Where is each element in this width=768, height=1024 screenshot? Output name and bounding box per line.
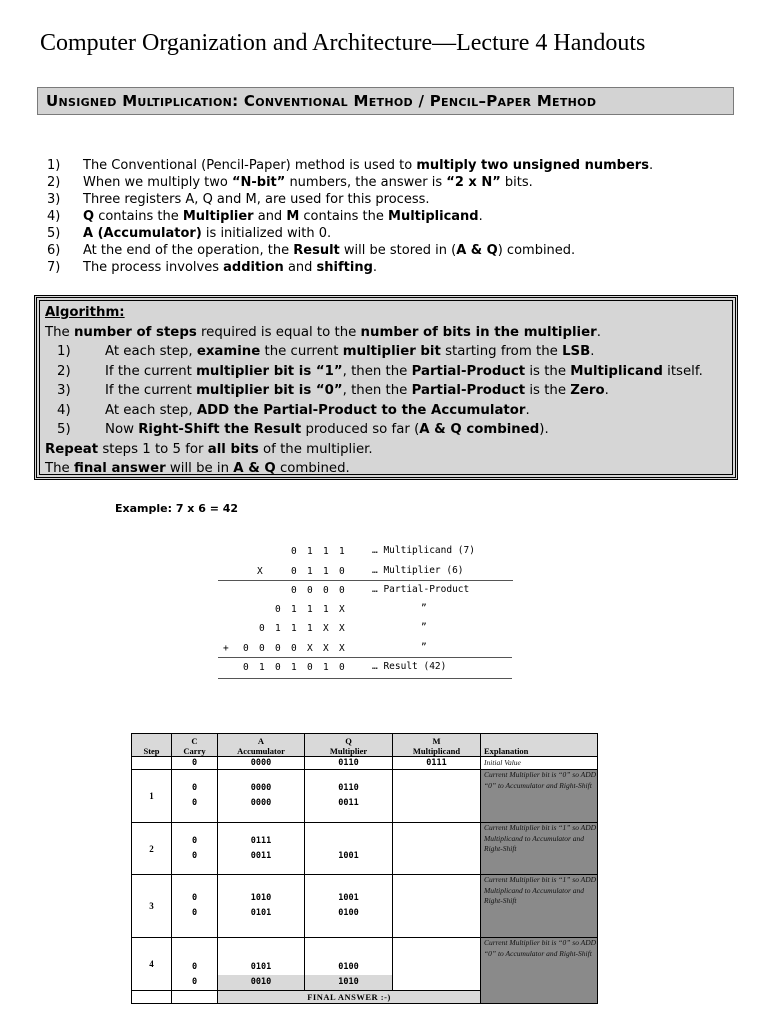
table-row <box>132 770 598 823</box>
algorithm-heading: Algorithm: <box>45 305 125 320</box>
table-cell-q <box>305 875 393 938</box>
example-digit: 0 <box>275 643 281 654</box>
cell-value: 0100 <box>338 962 359 972</box>
text-run: all bits <box>207 441 259 457</box>
step-text <box>105 362 703 382</box>
table-cell-c <box>172 875 218 938</box>
example-digit: 1 <box>275 623 281 634</box>
table-cell: 0 <box>172 757 218 770</box>
text-run: . <box>478 209 483 224</box>
example-digit: 0 <box>259 623 265 634</box>
cell-stack <box>218 960 304 990</box>
table-row <box>132 823 598 875</box>
table-cell <box>172 991 218 1004</box>
header-bottom: Multiplicand <box>412 746 461 756</box>
example-digit: 1 <box>259 662 265 673</box>
column-header-carry <box>172 734 218 757</box>
example-digit: X <box>339 623 345 634</box>
example-note: ” <box>421 622 427 633</box>
example-note: … Partial-Product <box>372 584 470 595</box>
column-header-multiplier <box>305 734 393 757</box>
header-bottom: Multiplier <box>329 746 368 756</box>
example-digit: 0 <box>339 662 345 673</box>
cell-stack <box>218 834 304 864</box>
text-run: “N-bit” <box>231 175 286 190</box>
text-run: When we multiply two <box>83 175 232 190</box>
example-note: ” <box>421 642 427 653</box>
column-header-accumulator <box>218 734 305 757</box>
header-bottom: Carry <box>183 746 206 756</box>
table-cell-q <box>305 770 393 823</box>
list-number: 7) <box>47 260 61 275</box>
list-item <box>47 242 653 259</box>
text-run: Now <box>105 422 139 437</box>
text-run: If the current <box>105 383 197 398</box>
example-digit: 0 <box>307 585 313 596</box>
text-run: ) combined. <box>497 243 576 258</box>
algorithm-step <box>45 362 703 382</box>
text-run: ADD the Partial-Product to the Accumulator <box>196 402 526 418</box>
header-top: Q <box>345 736 352 746</box>
text-run: itself. <box>662 363 703 379</box>
example-note: … Result (42) <box>372 661 447 672</box>
text-run: “2 x N” <box>446 175 501 190</box>
cell-value: 0101 <box>250 908 272 918</box>
cell-stack <box>172 891 217 921</box>
example-digit: X <box>339 604 345 615</box>
cell-value: 0 <box>191 962 198 972</box>
algorithm-repeat <box>45 440 703 460</box>
algorithm-content <box>45 303 703 479</box>
example-digit: 1 <box>323 546 329 557</box>
text-run: A (Accumulator) <box>83 226 202 241</box>
text-run: produced so far ( <box>301 422 420 437</box>
example-digit: 0 <box>291 585 297 596</box>
list-number: 3) <box>47 192 61 207</box>
explanation-cell: Current Multiplier bit is “1” so ADD Multiplicand to Accumulator and Right-Shift <box>481 823 598 875</box>
cell-stack <box>218 781 304 811</box>
text-run: number of bits in the multiplier <box>360 324 597 340</box>
cell-value: 0010 <box>218 975 304 990</box>
example-digit: 1 <box>323 566 329 577</box>
text-run: At the end of the operation, the <box>83 243 294 258</box>
final-answer-cell: FINAL ANSWER :-) <box>218 991 481 1004</box>
header-bottom: Accumulator <box>237 746 285 756</box>
table-cell-a <box>218 823 305 875</box>
list-item <box>47 259 653 276</box>
example-note: ” <box>421 603 427 614</box>
list-number: 6) <box>47 243 61 258</box>
text-run: Result <box>293 243 340 258</box>
text-run: contains the <box>299 209 389 224</box>
example-digit: 0 <box>339 585 345 596</box>
column-header-explanation <box>481 734 598 757</box>
example-rule <box>218 657 512 658</box>
section-header <box>37 87 734 115</box>
cell-value: 0011 <box>338 798 359 808</box>
table-cell: 0000 <box>218 757 305 770</box>
text-run: Q <box>83 209 95 224</box>
text-run: will be stored in ( <box>339 243 457 258</box>
text-run: Multiplicand <box>570 363 663 379</box>
text-run: number of steps <box>73 324 197 340</box>
text-run: examine <box>196 344 261 359</box>
cell-stack <box>305 834 392 864</box>
text-run: multiplier bit is “0” <box>196 383 343 398</box>
text-run: Multiplicand <box>388 209 479 224</box>
text-run: addition <box>223 260 284 275</box>
table-cell-m <box>393 938 481 991</box>
example-digit: 1 <box>323 604 329 615</box>
step-number: 2) <box>57 363 71 379</box>
text-run: At each step, <box>105 344 197 359</box>
step-number-cell: 3 <box>132 875 172 938</box>
text-run: bits. <box>500 175 533 190</box>
text-run: Zero <box>570 383 605 398</box>
cell-stack <box>172 960 217 990</box>
table-cell-m <box>393 823 481 875</box>
text-run: numbers, the answer is <box>285 175 447 190</box>
cell-stack <box>218 891 304 921</box>
cell-value <box>305 834 392 849</box>
example-digit: 0 <box>307 662 313 673</box>
cell-stack <box>172 781 217 811</box>
list-text <box>83 208 483 225</box>
header-bottom: Explanation <box>484 746 529 756</box>
list-text <box>83 174 533 191</box>
list-text <box>83 225 331 242</box>
example-digit: 0 <box>275 662 281 673</box>
list-number: 4) <box>47 209 61 224</box>
cell-value: 0101 <box>250 962 272 972</box>
table-cell-a <box>218 875 305 938</box>
text-run: , then the <box>342 383 412 398</box>
example-rule <box>218 580 512 581</box>
text-run: Partial-Product <box>411 383 526 398</box>
step-number: 5) <box>57 422 71 437</box>
text-run: At each step, <box>105 402 197 418</box>
example-operator: X <box>257 566 263 577</box>
example-digit: 0 <box>275 604 281 615</box>
step-text <box>105 420 549 440</box>
text-run: multiplier bit <box>342 344 441 359</box>
text-run: multiplier bit is “1” <box>196 363 343 379</box>
text-run: and <box>253 209 287 224</box>
text-run: the current <box>260 344 343 359</box>
cell-value: 0 <box>191 835 198 846</box>
list-text <box>83 259 377 276</box>
list-number: 1) <box>47 158 61 173</box>
example-rule <box>251 580 513 581</box>
text-run: Right-Shift the Result <box>138 422 302 437</box>
text-run: shifting <box>316 260 373 275</box>
text-run: If the current <box>105 363 197 379</box>
algorithm-final <box>45 459 703 479</box>
example-digit: X <box>323 643 329 654</box>
text-run: The process involves <box>83 260 224 275</box>
text-run: steps 1 to 5 for <box>98 441 208 457</box>
cell-stack <box>305 960 392 990</box>
table-row <box>132 938 598 991</box>
table-cell-q <box>305 823 393 875</box>
text-run: . <box>590 344 595 359</box>
text-run: is the <box>525 363 571 379</box>
section-header-text: Unsigned Multiplication: Conventional Method / Pencil–Paper Method <box>46 92 597 110</box>
example-note: … Multiplier (6) <box>372 565 464 576</box>
example-digit: 1 <box>307 566 313 577</box>
intro-list <box>47 157 653 276</box>
text-run: of the multiplier. <box>258 441 373 457</box>
list-item <box>47 191 653 208</box>
text-run: The <box>45 324 74 340</box>
cell-value: 0000 <box>250 798 272 808</box>
text-run: Repeat <box>45 441 99 457</box>
algorithm-step <box>45 342 703 362</box>
text-run: final answer <box>73 461 166 476</box>
example-digit: 0 <box>291 546 297 557</box>
table-cell-m <box>393 770 481 823</box>
text-run: contains the <box>94 209 183 224</box>
table-cell-m <box>393 875 481 938</box>
step-number-cell: 4 <box>132 938 172 991</box>
algorithm-intro <box>45 323 703 343</box>
list-text <box>83 191 430 208</box>
algorithm-step <box>45 420 703 440</box>
table-cell-c <box>172 938 218 991</box>
header-top: C <box>191 736 198 746</box>
cell-value: 1010 <box>250 893 272 903</box>
step-number: 4) <box>57 402 71 418</box>
list-item <box>47 157 653 174</box>
example-digit: 1 <box>307 546 313 557</box>
cell-value: 0 <box>191 783 198 793</box>
list-item <box>47 174 653 191</box>
table-cell <box>132 757 172 770</box>
text-run: will be in <box>165 461 234 476</box>
text-run: . <box>596 324 601 340</box>
list-item <box>47 225 653 242</box>
example-digit: X <box>323 623 329 634</box>
example-digit: 1 <box>291 623 297 634</box>
text-run: . <box>525 402 530 418</box>
example-digit: 0 <box>291 566 297 577</box>
example-digit: 0 <box>243 662 249 673</box>
cell-value: 1001 <box>338 850 359 861</box>
text-run: . <box>648 158 654 173</box>
column-header-step <box>132 734 172 757</box>
cell-stack <box>305 781 392 811</box>
cell-stack <box>305 891 392 921</box>
cell-value: 0 <box>191 850 198 861</box>
page-title: Computer Organization and Architecture—Lecture 4 Handouts <box>40 30 646 56</box>
text-run: Partial-Product <box>411 363 526 379</box>
cell-value: 0100 <box>338 908 359 918</box>
table-row <box>132 875 598 938</box>
text-run: The <box>45 461 74 476</box>
table-cell-a <box>218 938 305 991</box>
text-run: A & Q combined <box>419 422 540 437</box>
table-cell <box>132 991 172 1004</box>
list-text <box>83 157 653 174</box>
text-run: Three registers A, Q and M, are used for this process. <box>83 192 430 207</box>
cell-value: 0111 <box>250 835 272 846</box>
example-label: Example: 7 x 6 = 42 <box>115 502 239 515</box>
cell-value: 0000 <box>250 783 272 793</box>
example-digit: 1 <box>307 604 313 615</box>
example-digit: 0 <box>339 566 345 577</box>
text-run: A & Q <box>456 243 498 258</box>
example-digit: 0 <box>259 643 265 654</box>
table-cell-a <box>218 770 305 823</box>
cell-stack <box>172 834 217 864</box>
text-run: . <box>604 383 609 398</box>
table-cell-q <box>305 938 393 991</box>
example-digit: 1 <box>291 662 297 673</box>
example-digit: 1 <box>339 546 345 557</box>
steps-table <box>131 733 598 1004</box>
cell-value: 0 <box>191 893 198 903</box>
table-header-row <box>132 734 598 757</box>
text-run: multiply two unsigned numbers <box>416 158 649 173</box>
header-bottom: Step <box>143 746 160 756</box>
example-digit: 1 <box>307 623 313 634</box>
example-digit: 1 <box>323 662 329 673</box>
text-run: A & Q <box>233 461 276 476</box>
text-run: The Conventional (Pencil-Paper) method is used to <box>83 158 417 173</box>
step-text <box>105 381 609 401</box>
cell-value: 1001 <box>338 893 359 903</box>
table-cell-c <box>172 770 218 823</box>
text-run: is initialized with 0. <box>201 226 332 241</box>
table-cell: 0111 <box>393 757 481 770</box>
example-digit: 0 <box>323 585 329 596</box>
text-run: is the <box>525 383 571 398</box>
step-text <box>105 401 530 421</box>
step-number: 1) <box>57 344 71 359</box>
list-number: 5) <box>47 226 61 241</box>
table-cell-c <box>172 823 218 875</box>
cell-value: 0110 <box>338 783 359 793</box>
header-top: A <box>257 736 265 746</box>
algorithm-step <box>45 401 703 421</box>
example-digit: 1 <box>291 604 297 615</box>
list-item <box>47 208 653 225</box>
text-run: and <box>283 260 317 275</box>
explanation-cell: Initial Value <box>481 757 598 770</box>
explanation-cell: Current Multiplier bit is “0” so ADD “0” to Accumulator and Right-Shift <box>481 770 598 823</box>
text-run: . <box>372 260 378 275</box>
step-number-cell: 2 <box>132 823 172 875</box>
column-header-multiplicand <box>393 734 481 757</box>
explanation-cell: Current Multiplier bit is “0” so ADD “0” to Accumulator and Right-Shift <box>481 938 598 1004</box>
cell-value: 0 <box>191 908 198 918</box>
text-run: required is equal to the <box>196 324 361 340</box>
text-run: ). <box>539 422 549 437</box>
text-run: Multiplier <box>182 209 254 224</box>
algorithm-steps <box>45 342 703 440</box>
example-digit: X <box>339 643 345 654</box>
example-digit: 0 <box>243 643 249 654</box>
algorithm-step <box>45 381 703 401</box>
table-cell: 0110 <box>305 757 393 770</box>
list-number: 2) <box>47 175 61 190</box>
step-number-cell: 1 <box>132 770 172 823</box>
algorithm-box <box>34 295 738 480</box>
text-run: , then the <box>342 363 412 379</box>
table-row-initial <box>132 757 598 770</box>
table-body <box>132 757 598 1004</box>
text-run: starting from the <box>440 344 563 359</box>
list-text <box>83 242 575 259</box>
example-operator: + <box>223 643 229 654</box>
cell-value: 0011 <box>250 850 272 861</box>
text-run: M <box>286 209 300 224</box>
example-rule <box>218 678 512 679</box>
header-top: M <box>432 736 441 746</box>
step-number: 3) <box>57 383 71 398</box>
explanation-cell: Current Multiplier bit is “1” so ADD Multiplicand to Accumulator and Right-Shift <box>481 875 598 938</box>
cell-value: 0 <box>191 977 198 987</box>
example-note: … Multiplicand (7) <box>372 545 475 556</box>
text-run: LSB <box>562 344 591 359</box>
cell-value: 1010 <box>305 975 392 990</box>
cell-value: 0 <box>191 798 198 808</box>
example-digit: 0 <box>291 643 297 654</box>
example-digit: X <box>307 643 313 654</box>
text-run: combined. <box>275 461 350 476</box>
step-text <box>105 342 594 362</box>
